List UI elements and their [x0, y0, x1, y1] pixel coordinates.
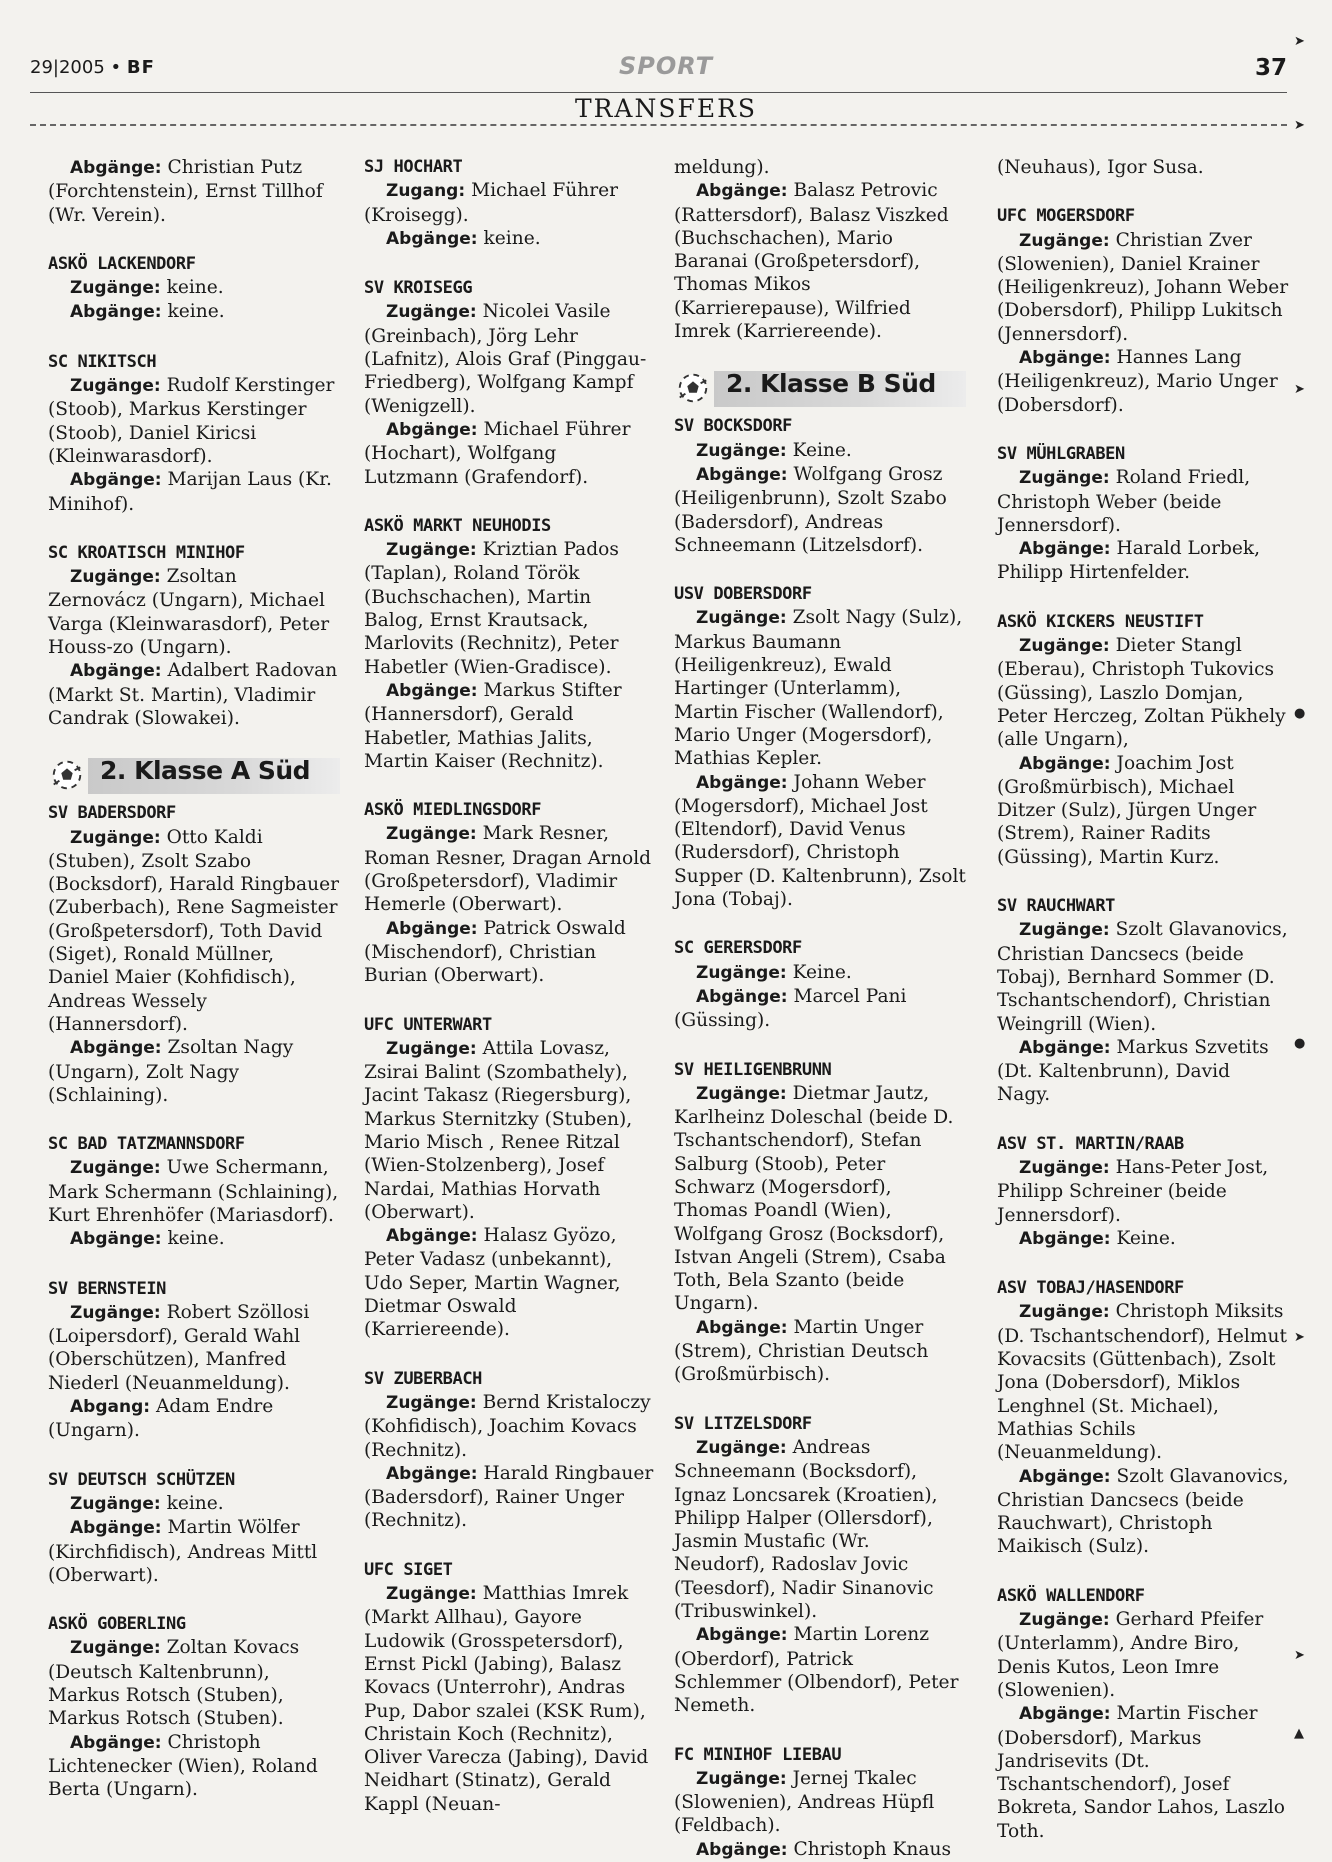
transfer-label: Abgänge:	[1019, 1466, 1111, 1487]
transfer-players: Rudolf Kerstinger (Stoob), Markus Kerstinger (Stoob), Daniel Kiricsi (Kleinwarasdorf).	[48, 375, 335, 467]
club-block	[997, 1277, 1289, 1559]
transfer-players: Martin Lorenz (Oberdorf), Patrick Schlemmer (Olbendorf), Peter Nemeth.	[674, 1624, 959, 1717]
section-label: SPORT	[618, 52, 714, 80]
column-4	[997, 156, 1289, 1843]
club-name: ASKÖ MIEDLINGSDORF	[364, 800, 542, 821]
club-name: SC NIKITSCH	[48, 351, 157, 372]
club-name: ASKÖ MARKT NEUHODIS	[364, 515, 551, 536]
transfer-players: Zoltan Kovacs (Deutsch Kaltenbrunn), Markus Rotsch (Stuben), Markus Rotsch (Stuben).	[48, 1637, 300, 1730]
transfer-label: Abgänge:	[696, 1625, 788, 1646]
incoming-transfers	[997, 229, 1289, 346]
club-block	[48, 1278, 340, 1443]
transfer-label: Abgänge:	[696, 1317, 788, 1338]
outgoing-transfers	[48, 468, 340, 516]
club-block	[364, 1559, 656, 1816]
transfer-players: Attila Lovasz, Zsirai Balint (Szombathely), Jacint Takasz (Riegersburg), Markus Sternitzky (Stuben), Mario Misch , Renee Ritzal (Wien-Stolzenberg), Josef Nardai, Mathias Horvath (Oberwart).	[364, 1037, 633, 1223]
outgoing-transfers	[674, 1623, 966, 1717]
transfer-label: Zugänge:	[696, 1437, 787, 1458]
club-block	[48, 802, 340, 1107]
incoming-transfers	[48, 1492, 340, 1516]
transfer-players: Marcel Pani (Güssing).	[674, 985, 907, 1032]
transfer-players: Gerhard Pfeifer (Unterlamm), Andre Biro, Denis Kutos, Leon Imre (Slowenien).	[997, 1609, 1264, 1701]
transfer-label: Zugänge:	[1019, 230, 1110, 251]
transfer-label: Zugänge:	[1019, 920, 1110, 941]
club-name: SV BADERSDORF	[48, 803, 176, 824]
transfer-players: Dieter Stangl (Eberau), Christoph Tukovics (Güssing), Laszlo Domjan, Peter Herczeg, Zoltan Pükhely (alle Ungarn),	[997, 635, 1286, 751]
club-block	[674, 1059, 966, 1387]
outgoing-transfers	[364, 679, 656, 773]
incoming-transfers	[997, 634, 1289, 751]
club-name: ASKÖ LACKENDORF	[48, 253, 196, 274]
transfer-label: Zugänge:	[696, 1768, 787, 1789]
transfer-label: Abgänge:	[1019, 348, 1111, 369]
club-name: SV BERNSTEIN	[48, 1278, 167, 1299]
transfer-players: keine.	[483, 227, 541, 249]
incoming-transfers	[997, 1608, 1289, 1702]
incoming-transfers	[674, 1767, 966, 1838]
transfer-players: keine.	[167, 301, 225, 323]
incoming-transfers	[48, 1301, 340, 1395]
transfer-players: Zsolt Nagy (Sulz), Markus Baumann (Heiligenkreuz), Ewald Hartinger (Unterlamm), Martin Fischer (Wallendorf), Mario Unger (Mogersdorf), Mathias Kepler.	[674, 607, 963, 770]
transfer-players: Markus Szvetits (Dt. Kaltenbrunn), David Nagy.	[997, 1036, 1269, 1106]
transfer-label: Zugänge:	[1019, 468, 1110, 489]
transfer-label: Zugänge:	[70, 1638, 161, 1659]
transfer-players: Wolfgang Grosz (Heiligenbrunn), Szolt Szabo (Badersdorf), Andreas Schneemann (Litzelsdorf).	[674, 463, 947, 556]
transfer-players: Christoph Knaus	[793, 1838, 952, 1860]
football-icon	[48, 756, 86, 794]
outgoing-transfers	[364, 227, 656, 251]
outgoing-transfers	[674, 985, 966, 1033]
margin-mark: ▲	[1294, 1726, 1304, 1741]
club-name: UFC UNTERWART	[364, 1014, 492, 1035]
transfer-players: Adalbert Radovan (Markt St. Martin), Vladimir Candrak (Slowakei).	[48, 660, 338, 729]
club-name: SV HEILIGENBRUNN	[674, 1059, 832, 1080]
outgoing-transfers	[997, 1227, 1289, 1251]
incoming-transfers	[48, 565, 340, 659]
transfer-label: Abgänge:	[696, 986, 788, 1007]
incoming-transfers	[364, 538, 656, 679]
club-block	[674, 937, 966, 1032]
outgoing-transfers	[364, 418, 656, 489]
club-name: FC MINIHOF LIEBAU	[674, 1744, 842, 1765]
incoming-transfers	[364, 1582, 656, 1816]
transfer-label: Abgänge:	[70, 1229, 162, 1250]
margin-mark: ➤	[1294, 34, 1305, 49]
transfer-label: Zugänge:	[696, 440, 787, 461]
outgoing-transfers	[997, 537, 1289, 585]
incoming-transfers	[674, 439, 966, 463]
outgoing-transfers	[48, 300, 340, 324]
transfer-label: Abgänge:	[386, 228, 478, 249]
outgoing-transfers	[674, 771, 966, 912]
club-block	[997, 611, 1289, 869]
transfer-entry: Abgänge: Balasz Petrovic (Rattersdorf), Balasz Viszked (Buchschachen), Mario Baranai (Großpetersdorf), Thomas Mikos (Karrierepause), Wilfried Imrek (Karriereende).	[674, 180, 949, 343]
outgoing-transfers	[997, 346, 1289, 417]
transfer-label: Abgänge:	[1019, 1704, 1111, 1725]
incoming-transfers	[997, 1156, 1289, 1227]
outgoing-transfers	[364, 1462, 656, 1533]
transfer-players: Johann Weber (Mogersdorf), Michael Jost (Eltendorf), David Venus (Rudersdorf), Christoph Supper (D. Kaltenbrunn), Zsolt Jona (Tobaj).	[674, 771, 966, 911]
outgoing-transfers	[48, 1395, 340, 1443]
transfer-players: keine.	[167, 1228, 225, 1250]
margin-mark: ➤	[1294, 1648, 1305, 1663]
transfer-players: Michael Führer (Hochart), Wolfgang Lutzmann (Grafendorf).	[364, 418, 631, 488]
transfer-label: Zugänge:	[70, 1302, 161, 1323]
club-block	[997, 1585, 1289, 1843]
transfer-players: Keine.	[1116, 1227, 1176, 1249]
club-name: SV LITZELSDORF	[674, 1413, 812, 1434]
incoming-transfers	[674, 1436, 966, 1623]
column-3	[674, 156, 966, 1862]
outgoing-transfers	[48, 1731, 340, 1802]
outgoing-transfers	[364, 917, 656, 988]
outgoing-transfers	[674, 463, 966, 557]
transfer-label: Zugänge:	[70, 827, 161, 848]
transfer-label: Zugänge:	[696, 1083, 787, 1104]
transfer-players: Hans-Peter Jost, Philipp Schreiner (beide Jennersdorf).	[997, 1156, 1269, 1226]
transfer-players: Szolt Glavanovics, Christian Dancsecs (beide Tobaj), Bernhard Sommer (D. Tschantschendorf), Christian Weingrill (Wien).	[997, 919, 1288, 1035]
transfer-label: Zugänge:	[1019, 636, 1110, 657]
club-block	[674, 1744, 966, 1862]
incoming-transfers	[48, 276, 340, 300]
outgoing-transfers	[48, 1516, 340, 1587]
transfer-players: Markus Stifter (Hannersdorf), Gerald Habetler, Mathias Jalits, Martin Kaiser (Rechnitz).	[364, 679, 622, 772]
transfer-players: Halasz Gyözo, Peter Vadasz (unbekannt), Udo Seper, Martin Wagner, Dietmar Oswald (Karriereende).	[364, 1225, 621, 1341]
transfer-label: Zugänge:	[70, 1158, 161, 1179]
outgoing-transfers	[48, 1227, 340, 1251]
transfer-players: keine.	[166, 1492, 224, 1514]
transfer-players: Christoph Miksits (D. Tschantschendorf), Helmut Kovacsits (Güttenbach), Zsolt Jona (Dobersdorf), Miklos Lenghnel (St. Michael), Mathias Schils (Neuanmeldung).	[997, 1301, 1287, 1464]
transfer-entry: Abgänge: Christian Putz (Forchtenstein), Ernst Tillhof (Wr. Verein).	[48, 157, 323, 226]
club-name: SC KROATISCH MINIHOF	[48, 542, 245, 563]
column-1	[48, 156, 340, 1802]
club-name: SJ HOCHART	[364, 157, 463, 177]
transfer-label: Abgänge:	[70, 1518, 162, 1539]
club-block	[674, 583, 966, 911]
club-block	[48, 1613, 340, 1801]
transfer-players: Andreas Schneemann (Bocksdorf), Ignaz Loncsarek (Kroatien), Philipp Halper (Ollersdorf), Jasmin Mustafic (Wr. Neudorf), Radoslav Jovic (Teesdorf), Nadir Sinanovic (Tribuswinkel).	[674, 1436, 938, 1623]
incoming-transfers	[997, 1300, 1289, 1464]
page-number: 37	[1254, 55, 1287, 81]
league-header	[48, 756, 340, 796]
club-name: SC BAD TATZMANNSDORF	[48, 1134, 245, 1155]
club-name: ASV TOBAJ/HASENDORF	[997, 1278, 1184, 1299]
club-name: SV MÜHLGRABEN	[997, 443, 1125, 464]
transfer-label: Abgänge:	[386, 419, 478, 440]
transfer-players: Keine.	[792, 439, 852, 461]
outgoing-transfers	[997, 1036, 1289, 1107]
club-list	[364, 156, 656, 1816]
club-block	[997, 205, 1289, 417]
transfer-players: Martin Unger (Strem), Christian Deutsch (Großmürbisch).	[674, 1316, 929, 1386]
transfer-label: Zugänge:	[70, 376, 161, 397]
incoming-transfers	[48, 826, 340, 1037]
transfer-players: Patrick Oswald (Mischendorf), Christian Burian (Oberwart).	[364, 917, 626, 987]
transfer-label: Abgänge:	[696, 772, 788, 793]
club-name: USV DOBERSDORF	[674, 584, 812, 605]
club-name: SV DEUTSCH SCHÜTZEN	[48, 1469, 235, 1490]
incoming-transfers	[364, 1037, 656, 1224]
transfer-label: Abgänge:	[70, 661, 162, 682]
transfer-label: Abgänge:	[70, 1038, 162, 1059]
transfer-players: Harald Lorbek, Philipp Hirtenfelder.	[997, 538, 1261, 584]
transfer-players: Marijan Laus (Kr. Minihof).	[48, 469, 332, 515]
transfer-label: Zugänge:	[70, 1493, 161, 1514]
transfer-players: Otto Kaldi (Stuben), Zsolt Szabo (Bocksdorf), Harald Ringbauer (Zuberbach), Rene Sagmeister (Großpetersdorf), Toth David (Siget), Ronald Müllner, Daniel Maier (Kohfidisch), Andreas Wessely (Hannersdorf).	[48, 826, 339, 1035]
transfer-players: Dietmar Jautz, Karlheinz Doleschal (beide D. Tschantschendorf), Stefan Salburg (Stoob), Peter Schwarz (Mogersdorf), Thomas Poandl (Wien), Wolfgang Grosz (Bocksdorf), Istvan Angeli (Strem), Csaba Toth, Bela Szanto (beide Ungarn).	[674, 1082, 954, 1315]
club-name: SV RAUCHWART	[997, 896, 1116, 917]
club-block	[997, 1133, 1289, 1251]
incoming-transfers	[364, 822, 656, 916]
incoming-transfers	[48, 374, 340, 468]
transfer-players: Hannes Lang (Heiligenkreuz), Mario Unger (Dobersdorf).	[997, 347, 1278, 416]
club-list	[674, 415, 966, 1862]
league-title: 2. Klasse B Süd	[726, 369, 936, 399]
transfer-players: Martin Fischer (Dobersdorf), Markus Jandrisevits (Dt. Tschantschendorf), Josef Bokreta, Sandor Lahos, Laszlo Toth.	[997, 1703, 1285, 1842]
transfer-players: Robert Szöllosi (Loipersdorf), Gerald Wahl (Oberschützen), Manfred Niederl (Neuanmeldung).	[48, 1301, 310, 1394]
club-block	[364, 515, 656, 773]
transfer-label: Zugänge:	[696, 608, 787, 629]
club-block	[674, 1413, 966, 1718]
club-list	[997, 205, 1289, 1843]
transfer-label: Abgang:	[70, 1397, 151, 1418]
transfer-players: Zsoltan Zernovácz (Ungarn), Michael Varga (Kleinwarasdorf), Peter Houss-zo (Ungarn).	[48, 566, 330, 659]
transfer-players: Martin Wölfer (Kirchfidisch), Andreas Mittl (Oberwart).	[48, 1517, 318, 1586]
transfer-players: Kriztian Pados (Taplan), Roland Török (Buchschachen), Martin Balog, Ernst Krautsack, Marlovits (Rechnitz), Peter Habetler (Wien-Gradisce).	[364, 539, 619, 678]
club-name: ASV ST. MARTIN/RAAB	[997, 1133, 1184, 1154]
transfer-label: Abgänge:	[70, 1732, 162, 1753]
transfer-label: Zugänge:	[386, 302, 477, 323]
incoming-transfers	[674, 606, 966, 770]
transfer-label: Abgänge:	[1019, 1228, 1111, 1249]
continued-text: meldung).	[674, 157, 770, 178]
transfer-label: Zugänge:	[1019, 1157, 1110, 1178]
margin-mark: ●	[1294, 706, 1306, 721]
football-icon	[674, 369, 712, 407]
transfer-players: Bernd Kristaloczy (Kohfidisch), Joachim Kovacs (Rechnitz).	[364, 1391, 651, 1461]
club-name: SC GERERSDORF	[674, 938, 802, 959]
transfer-players: Harald Ringbauer (Badersdorf), Rainer Unger (Rechnitz).	[364, 1462, 654, 1532]
club-list	[48, 253, 340, 730]
transfer-label: Zugänge:	[386, 1392, 477, 1413]
header-dashed-rule	[30, 124, 1287, 126]
transfer-players: Nicolei Vasile (Greinbach), Jörg Lehr (Lafnitz), Alois Graf (Pinggau-Friedberg), Wolfgang Kampf (Wenigzell).	[364, 301, 647, 417]
league-title: 2. Klasse A Süd	[100, 756, 311, 786]
publication-brand: BF	[126, 57, 155, 78]
club-name: ASKÖ KICKERS NEUSTIFT	[997, 611, 1204, 632]
incoming-transfers	[48, 1636, 340, 1730]
column-2	[364, 156, 656, 1816]
transfer-label: Zugänge:	[386, 1584, 477, 1605]
transfer-players: Uwe Schermann, Mark Schermann (Schlaining), Kurt Ehrenhöfer (Mariasdorf).	[48, 1157, 339, 1226]
transfer-label: Zugänge:	[386, 540, 477, 561]
transfer-label: Zugänge:	[386, 824, 477, 845]
transfer-label: Abgänge:	[696, 1839, 788, 1860]
margin-mark: ➤	[1294, 1330, 1305, 1345]
club-name: ASKÖ GOBERLING	[48, 1614, 186, 1635]
transfer-players: Joachim Jost (Großmürbisch), Michael Ditzer (Sulz), Jürgen Unger (Strem), Rainer Radits (Güssing), Martin Kurz.	[997, 752, 1257, 868]
outgoing-transfers	[997, 1465, 1289, 1559]
club-block	[48, 1469, 340, 1587]
club-block	[364, 277, 656, 489]
transfer-label: Zugänge:	[1019, 1302, 1110, 1323]
page-title: TRANSFERS	[574, 94, 758, 123]
transfer-label: Abgänge:	[70, 470, 162, 491]
club-block	[48, 1133, 340, 1251]
transfer-players: Christian Zver (Slowenien), Daniel Krainer (Heiligenkreuz), Johann Weber (Dobersdorf), Philipp Lukitsch (Jennersdorf).	[997, 229, 1289, 345]
transfer-label: Abgänge:	[386, 680, 478, 701]
transfer-label: Abgänge:	[1019, 753, 1111, 774]
incoming-transfers	[674, 1082, 966, 1316]
club-block	[997, 443, 1289, 585]
transfer-players: Roland Friedl, Christoph Weber (beide Jennersdorf).	[997, 467, 1251, 536]
transfer-players: Michael Führer (Kroisegg).	[364, 180, 619, 226]
outgoing-transfers	[674, 1316, 966, 1387]
transfer-label: Abgänge:	[386, 1463, 478, 1484]
transfer-players: keine.	[166, 277, 224, 299]
transfer-players: Zsoltan Nagy (Ungarn), Zolt Nagy (Schlaining).	[48, 1037, 294, 1106]
transfer-label: Abgänge:	[70, 302, 162, 323]
outgoing-transfers	[48, 659, 340, 730]
transfer-label: Zugänge:	[1019, 1610, 1110, 1631]
transfer-label: Zugänge:	[70, 567, 161, 588]
margin-mark: ➤	[1294, 118, 1305, 133]
transfer-label: Zugänge:	[386, 1038, 477, 1059]
transfer-players: Adam Endre (Ungarn).	[48, 1396, 274, 1442]
club-name: SV BOCKSDORF	[674, 416, 793, 437]
outgoing-transfers	[997, 1702, 1289, 1843]
transfer-label: Zugänge:	[70, 278, 161, 299]
issue-number: 29|2005 •	[30, 57, 122, 78]
transfer-label: Abgänge:	[1019, 1037, 1111, 1058]
outgoing-transfers	[997, 752, 1289, 869]
incoming-transfers	[997, 466, 1289, 537]
outgoing-transfers	[48, 1036, 340, 1107]
club-name: SV ZUBERBACH	[364, 1368, 483, 1389]
club-block	[48, 253, 340, 325]
continued-text: (Neuhaus), Igor Susa.	[997, 157, 1204, 178]
transfer-label: Abgänge:	[1019, 539, 1111, 560]
incoming-transfers	[997, 918, 1289, 1035]
club-block	[364, 156, 656, 251]
club-name: UFC SIGET	[364, 1559, 453, 1580]
club-block	[364, 1014, 656, 1342]
club-block	[48, 351, 340, 516]
header-rule	[30, 92, 1287, 93]
league-header	[674, 369, 966, 409]
club-block	[364, 799, 656, 987]
transfer-label: Abgänge:	[386, 918, 478, 939]
transfer-label: Zugang:	[386, 181, 466, 202]
transfer-players: Mark Resner, Roman Resner, Dragan Arnold (Großpetersdorf), Vladimir Hemerle (Oberwart).	[364, 823, 652, 916]
transfer-label: Abgänge:	[386, 1226, 478, 1247]
outgoing-transfers	[364, 1224, 656, 1341]
club-name: UFC MOGERSDORF	[997, 206, 1135, 227]
club-name: ASKÖ WALLENDORF	[997, 1585, 1145, 1606]
transfer-players: Jernej Tkalec (Slowenien), Andreas Hüpfl (Feldbach).	[674, 1767, 935, 1837]
transfer-players: Keine.	[792, 961, 852, 983]
transfer-label: Abgänge:	[696, 464, 788, 485]
incoming-transfers	[364, 179, 656, 227]
club-block	[364, 1368, 656, 1533]
margin-mark: ➤	[1294, 382, 1305, 397]
club-block	[997, 895, 1289, 1107]
transfer-players: Matthias Imrek (Markt Allhau), Gayore Ludowik (Grosspetersdorf), Ernst Pickl (Jabing), Balasz Kovacs (Unterrohr), Andras Pup, Dabor szalei (KSK Rum), Christain Koch (Rechnitz), Oliver Varecza (Jabing), David Neidhart (Stinatz), Gerald Kappl (Neuan-	[364, 1583, 649, 1815]
transfer-label: Zugänge:	[696, 962, 787, 983]
club-list	[48, 802, 340, 1801]
incoming-transfers	[364, 300, 656, 417]
incoming-transfers	[48, 1156, 340, 1227]
club-block	[48, 542, 340, 730]
club-block	[674, 415, 966, 557]
outgoing-transfers	[674, 1838, 966, 1862]
transfer-players: Christoph Lichtenecker (Wien), Roland Berta (Ungarn).	[48, 1731, 318, 1801]
incoming-transfers	[364, 1391, 656, 1462]
incoming-transfers	[674, 961, 966, 985]
transfer-players: Szolt Glavanovics, Christian Dancsecs (beide Rauchwart), Christoph Maikisch (Sulz).	[997, 1465, 1289, 1558]
margin-mark: ●	[1294, 1036, 1306, 1051]
club-name: SV KROISEGG	[364, 278, 473, 299]
